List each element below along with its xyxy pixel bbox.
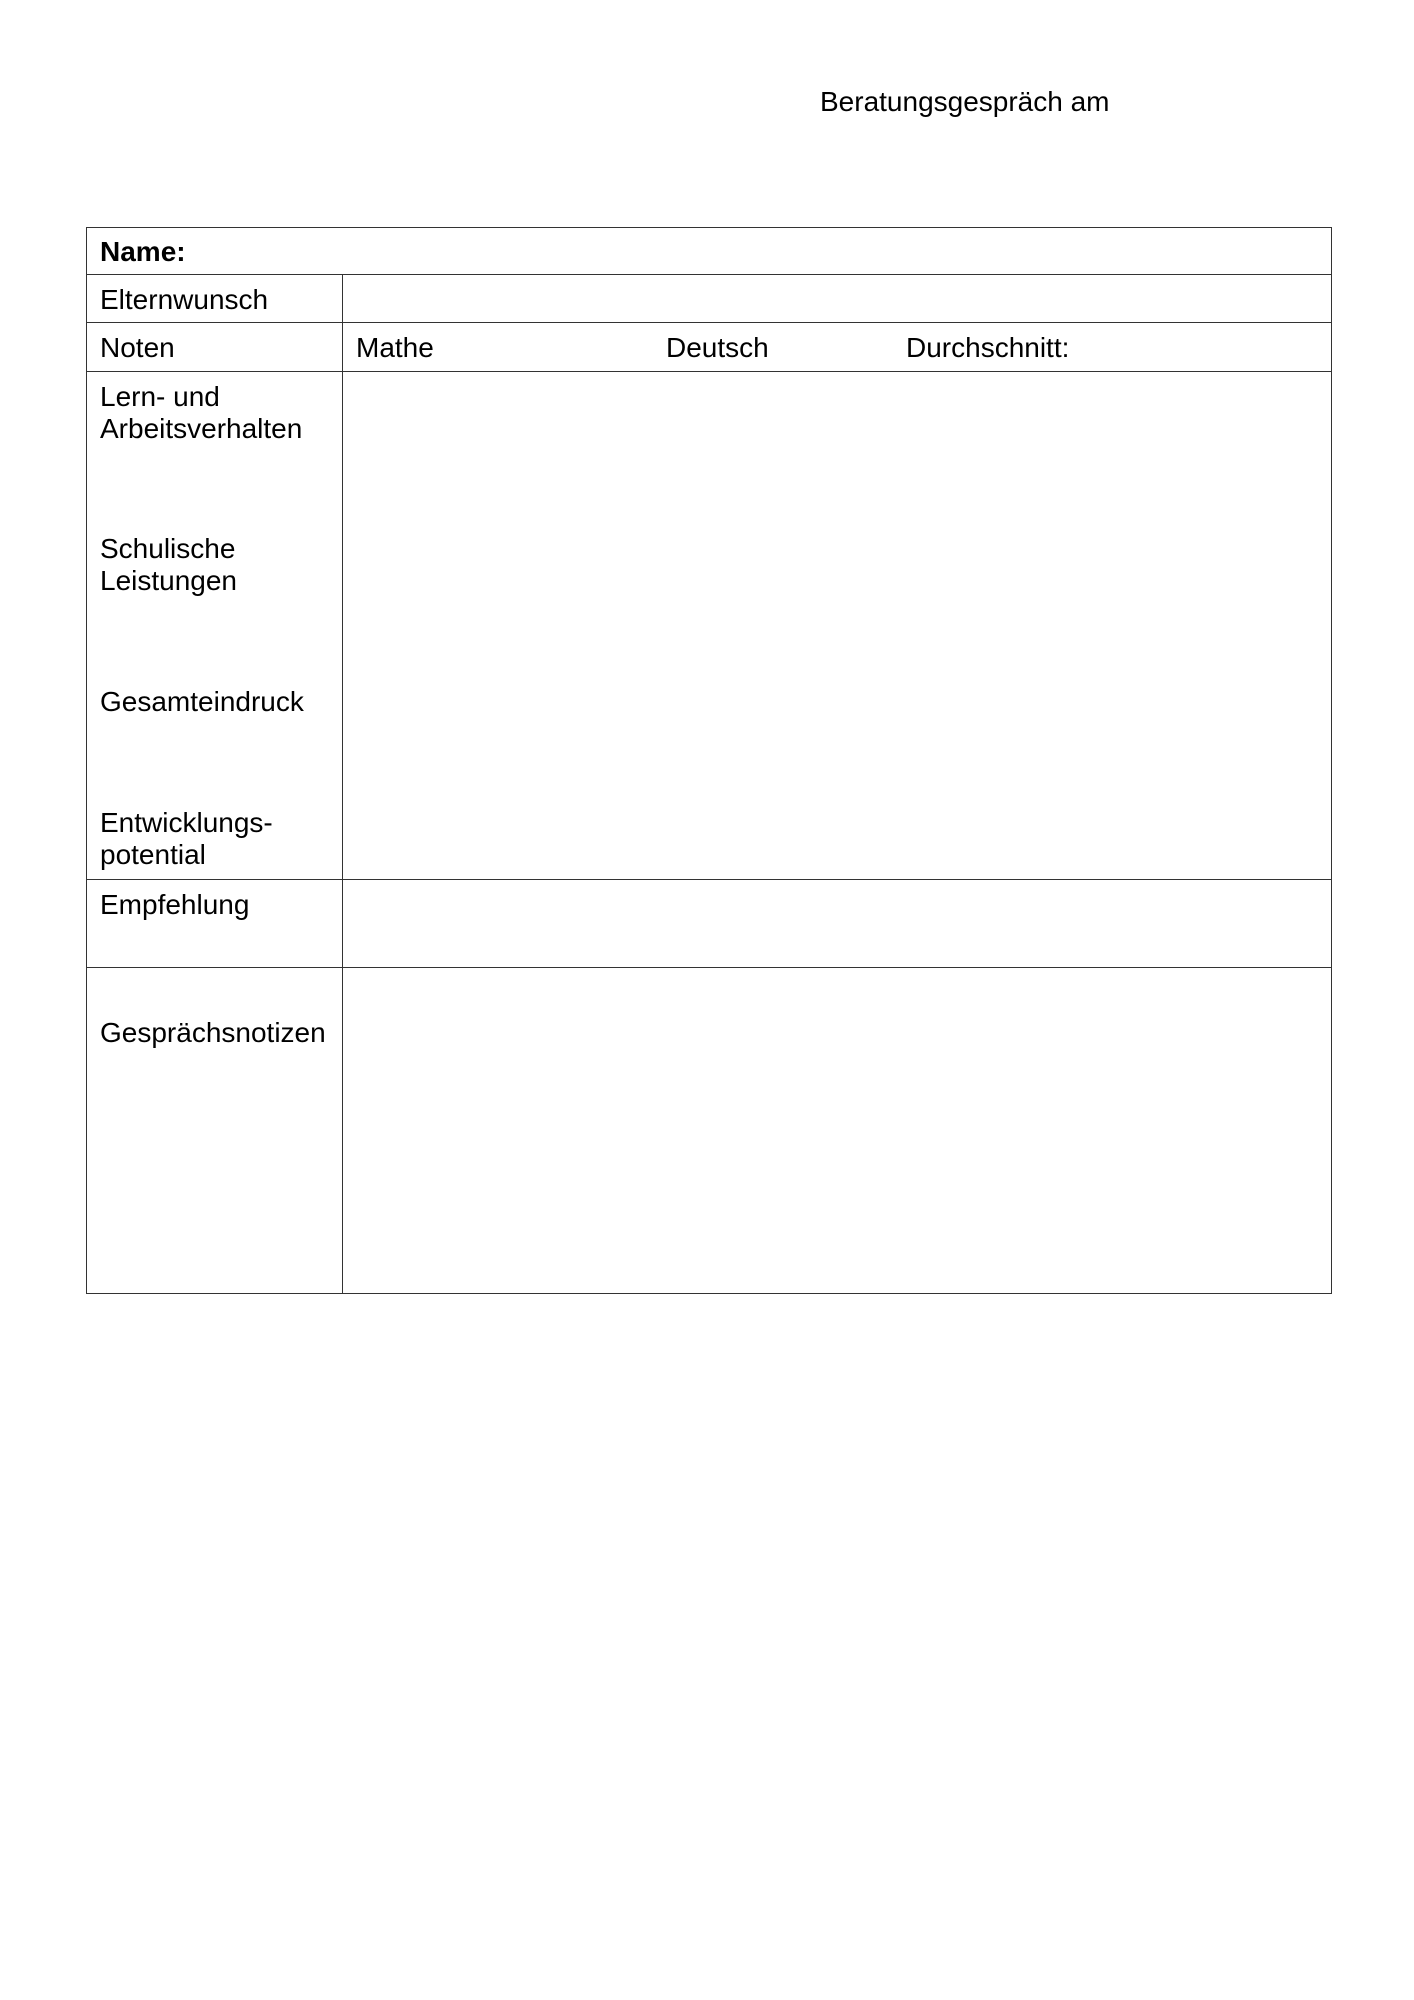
schulische-leistungen-label-line2: Leistungen <box>100 565 238 596</box>
document-title: Beratungsgespräch am <box>820 86 1110 117</box>
consultation-form-table <box>86 227 1332 1294</box>
mathe-label: Mathe <box>356 332 434 363</box>
name-label: Name: <box>100 236 186 267</box>
empfehlung-label: Empfehlung <box>100 889 250 920</box>
empfehlung-field[interactable] <box>344 881 1330 966</box>
noten-label: Noten <box>100 332 175 363</box>
row-divider-name <box>87 274 1331 275</box>
row-divider-assessment <box>87 879 1331 880</box>
gespraechsnotizen-label: Gesprächsnotizen <box>100 1017 326 1048</box>
lern-arbeitsverhalten-label-line2: Arbeitsverhalten <box>100 413 303 444</box>
elternwunsch-field[interactable] <box>344 276 1330 321</box>
gespraechsnotizen-field[interactable] <box>344 969 1330 1292</box>
assessment-field[interactable] <box>344 373 1330 878</box>
deutsch-label: Deutsch <box>666 332 769 363</box>
row-divider-elternwunsch <box>87 322 1331 323</box>
durchschnitt-label: Durchschnitt: <box>906 332 1070 363</box>
schulische-leistungen-label-line1: Schulische <box>100 533 236 564</box>
entwicklungspotential-label-line1: Entwicklungs- <box>100 807 273 838</box>
gesamteindruck-label: Gesamteindruck <box>100 686 304 717</box>
lern-arbeitsverhalten-label-line1: Lern- und <box>100 381 220 412</box>
row-divider-noten <box>87 371 1331 372</box>
row-divider-empfehlung <box>87 967 1331 968</box>
column-divider <box>342 274 343 1293</box>
elternwunsch-label: Elternwunsch <box>100 284 269 315</box>
entwicklungspotential-label-line2: potential <box>100 839 206 870</box>
